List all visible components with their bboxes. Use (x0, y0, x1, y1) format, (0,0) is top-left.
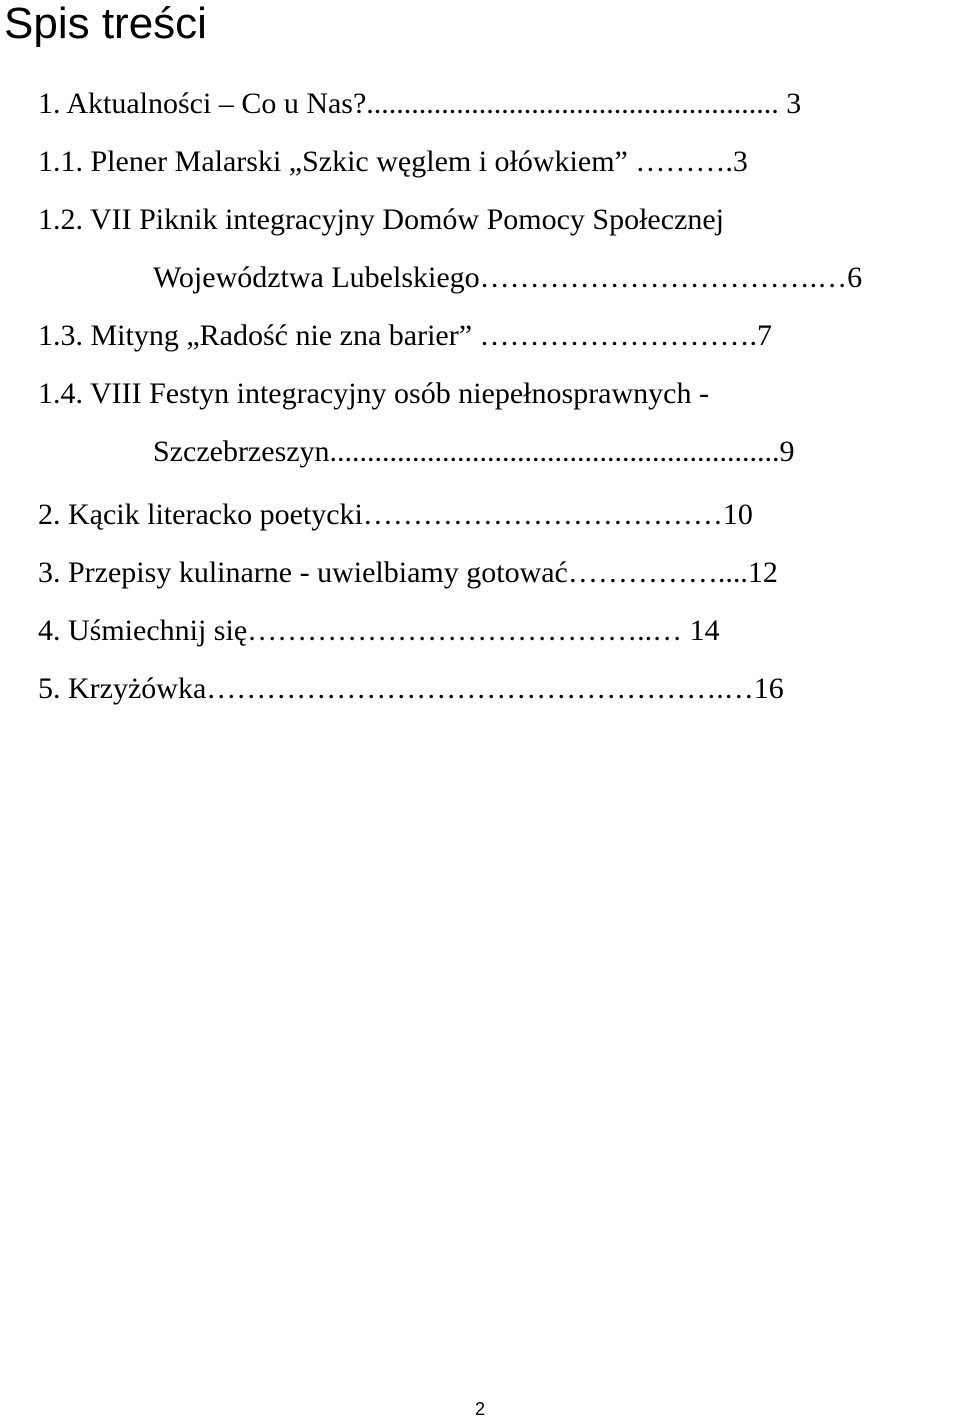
toc-entry-5[interactable]: 5. Krzyżówka…………………………………………….…16 (38, 672, 784, 705)
toc-entry-2[interactable]: 2. Kącik literacko poetycki………………………………10 (38, 498, 753, 531)
page-number: 2 (474, 1399, 485, 1419)
toc-entry-1-4[interactable]: 1.4. VIII Festyn integracyjny osób niepełnosprawnych - (38, 377, 709, 410)
toc-entry-1-1[interactable]: 1.1. Plener Malarski „Szkic węglem i ołówkiem” ……….3 (38, 145, 748, 178)
toc-entry-3[interactable]: 3. Przepisy kulinarne - uwielbiamy gotować……………....12 (38, 556, 778, 589)
page-title: Spis treści (4, 0, 207, 48)
toc-entry-1[interactable]: 1. Aktualności – Co u Nas?....................................................... 3 (38, 87, 802, 120)
toc-entry-1-2[interactable]: 1.2. VII Piknik integracyjny Domów Pomocy Społecznej (38, 203, 725, 236)
toc-entry-4[interactable]: 4. Uśmiechnij się…………………………………..… 14 (38, 614, 720, 647)
toc-entry-1-4-continuation[interactable]: Szczebrzeszyn............................................................9 (153, 435, 795, 468)
toc-entry-1-3[interactable]: 1.3. Mityng „Radość nie zna barier” ……………………….7 (38, 319, 773, 352)
toc-entry-1-2-continuation[interactable]: Województwa Lubelskiego…………………………….…6 (153, 261, 863, 294)
